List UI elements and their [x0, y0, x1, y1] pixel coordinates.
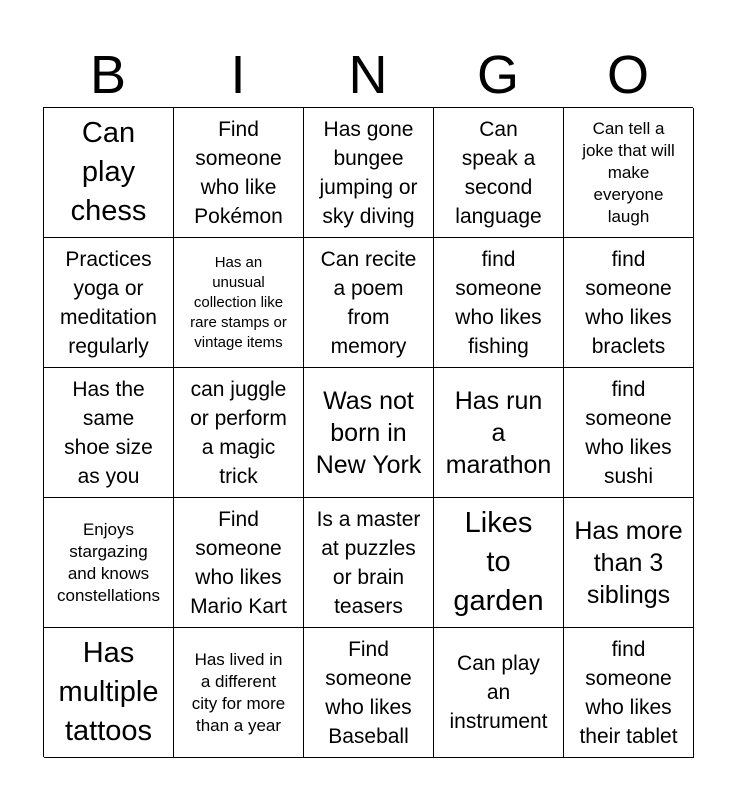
- bingo-cell-text: Find someone who likes Mario Kart: [190, 507, 287, 618]
- bingo-cell-text: Has the same shoe size as you: [64, 377, 153, 488]
- bingo-cell[interactable]: [44, 628, 174, 758]
- bingo-cell[interactable]: [304, 628, 434, 758]
- bingo-cell[interactable]: [174, 498, 304, 628]
- bingo-cell-text: Has more than 3 siblings: [574, 516, 683, 609]
- bingo-cell-text: Likes to garden: [453, 507, 544, 617]
- bingo-cell[interactable]: [434, 108, 564, 238]
- bingo-cell-text: Has lived in a different city for more than a year: [191, 649, 286, 735]
- header-letter-b: B: [89, 45, 127, 105]
- bingo-cell-text: find someone who likes sushi: [585, 377, 672, 488]
- bingo-cell-text: Can speak a second language: [455, 117, 542, 228]
- bingo-cell[interactable]: [174, 108, 304, 238]
- bingo-cell-text: Has multiple tattoos: [58, 637, 159, 747]
- bingo-cell[interactable]: [44, 498, 174, 628]
- header-letter-g: G: [476, 45, 519, 105]
- header-letter-i: I: [230, 45, 246, 105]
- bingo-cell[interactable]: [44, 238, 174, 368]
- bingo-cell[interactable]: [304, 498, 434, 628]
- bingo-cell[interactable]: [174, 238, 304, 368]
- bingo-cell[interactable]: [564, 498, 694, 628]
- header-letter-n: N: [348, 45, 388, 105]
- bingo-cell[interactable]: [434, 238, 564, 368]
- bingo-cell-text: find someone who likes fishing: [455, 247, 542, 358]
- bingo-cell[interactable]: [304, 108, 434, 238]
- bingo-cell[interactable]: [304, 238, 434, 368]
- bingo-cell-text: Has gone bungee jumping or sky diving: [319, 117, 418, 228]
- bingo-cell-text: can juggle or perform a magic trick: [190, 377, 287, 488]
- bingo-cell-text: Has an unusual collection like rare stamps or vintage items: [190, 253, 287, 351]
- bingo-cell[interactable]: [44, 368, 174, 498]
- bingo-cell[interactable]: [434, 628, 564, 758]
- bingo-cell-text: Was not born in New York: [315, 386, 422, 479]
- bingo-cell-text: find someone who likes their tablet: [579, 637, 678, 748]
- bingo-cell-text: Can play an instrument: [449, 652, 548, 733]
- bingo-cell-text: Has run a marathon: [445, 386, 552, 479]
- header-letter-o: O: [606, 45, 649, 105]
- bingo-card-grid: [43, 107, 693, 757]
- bingo-cell-text: Enjoys stargazing and knows constellations: [56, 519, 160, 605]
- bingo-cell-text: Is a master at puzzles or brain teasers: [316, 507, 421, 618]
- bingo-cell[interactable]: [44, 108, 174, 238]
- bingo-cell[interactable]: [434, 498, 564, 628]
- bingo-cell[interactable]: [174, 368, 304, 498]
- bingo-cell[interactable]: [564, 108, 694, 238]
- bingo-cell[interactable]: [564, 368, 694, 498]
- bingo-cell-text: Find someone who like Pokémon: [194, 117, 283, 228]
- bingo-cell-text: Can tell a joke that will make everyone laugh: [582, 118, 675, 226]
- bingo-cell[interactable]: [564, 628, 694, 758]
- bingo-header: [43, 42, 693, 108]
- bingo-cell[interactable]: [304, 368, 434, 498]
- bingo-cell-text: Can play chess: [70, 117, 147, 227]
- bingo-cell-text: Find someone who likes Baseball: [325, 637, 412, 748]
- bingo-cell-text: Practices yoga or meditation regularly: [60, 247, 157, 358]
- bingo-cell[interactable]: [434, 368, 564, 498]
- bingo-cell[interactable]: [564, 238, 694, 368]
- bingo-cell-text: find someone who likes braclets: [585, 247, 672, 358]
- bingo-cell[interactable]: [174, 628, 304, 758]
- bingo-cell-text: Can recite a poem from memory: [320, 247, 417, 358]
